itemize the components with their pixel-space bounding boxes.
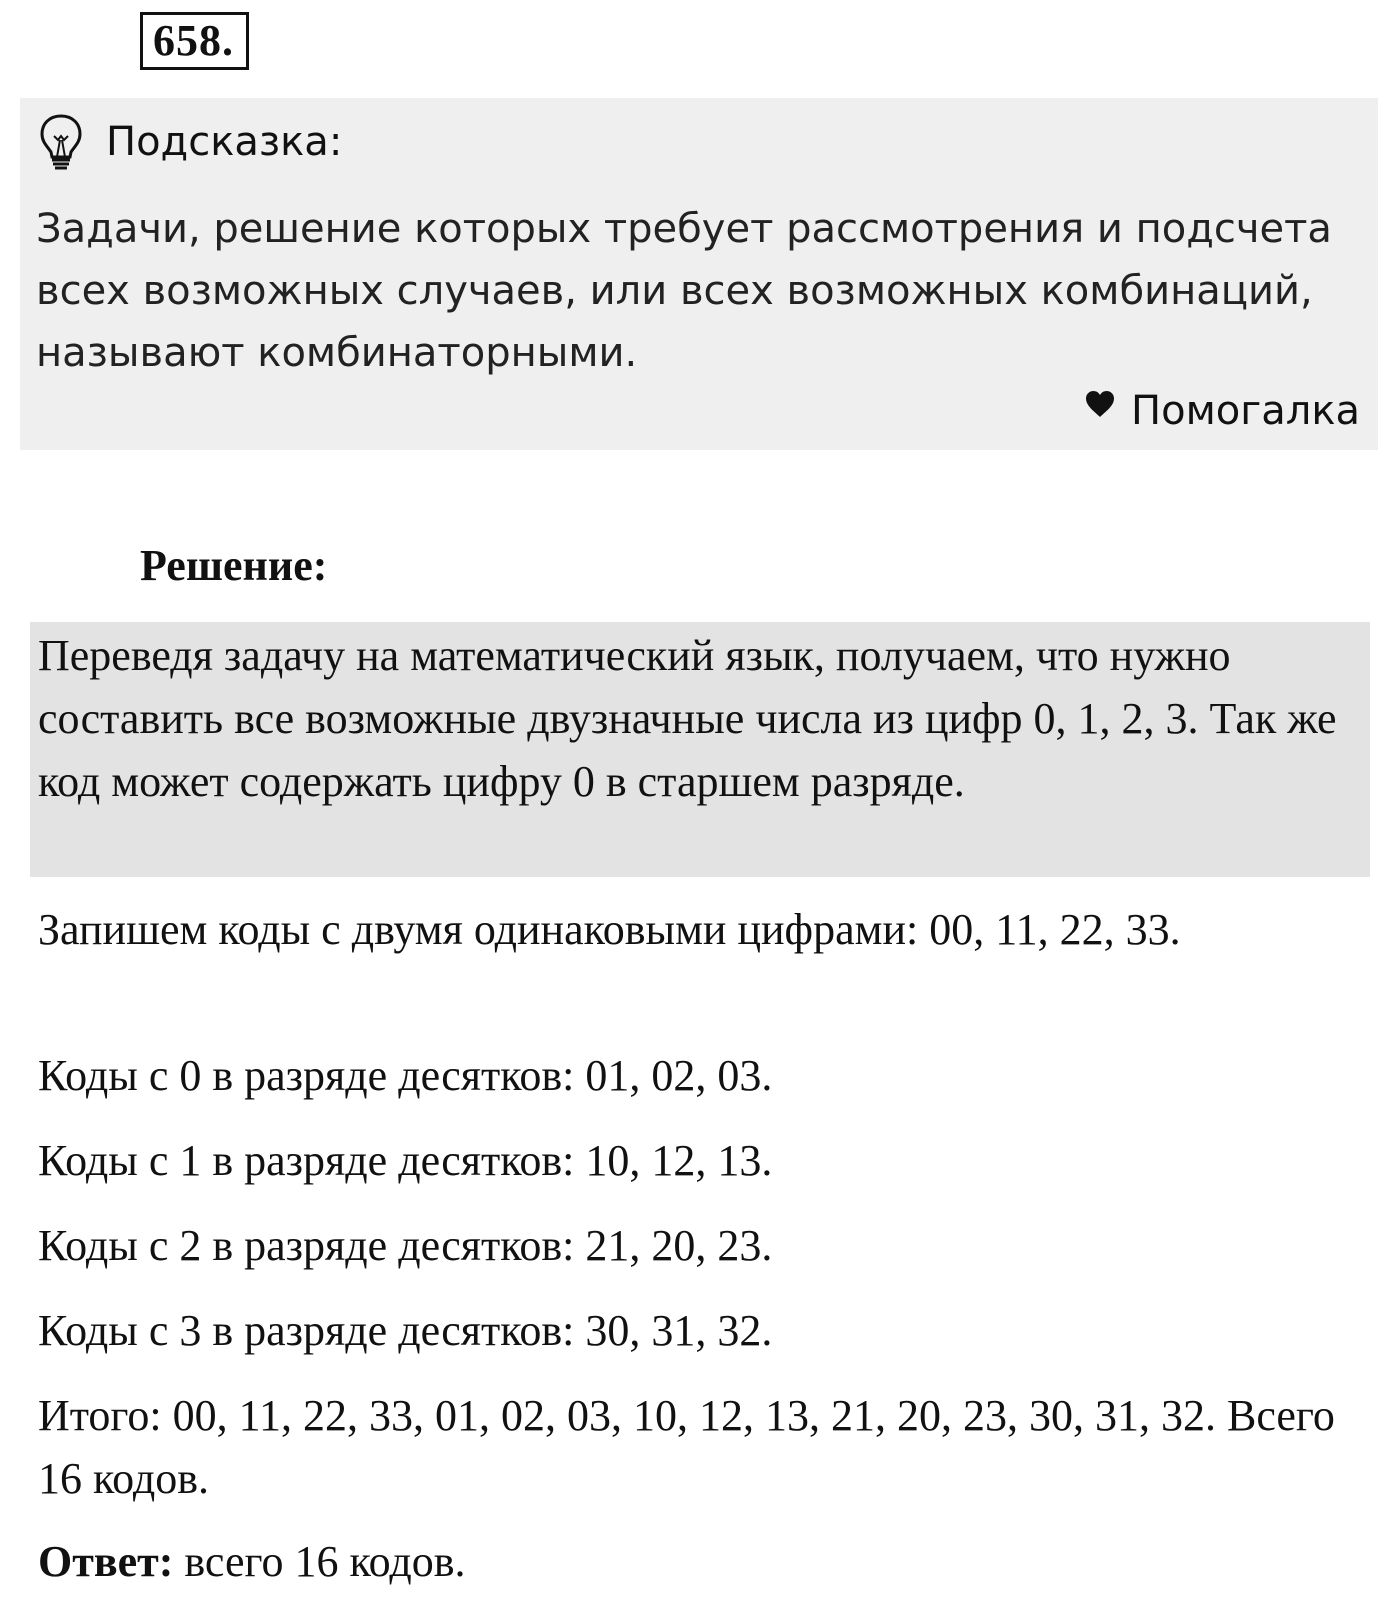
credit-label: Помогалка — [1131, 388, 1360, 434]
paragraph-tens-zero: Коды с 0 в разряде десятков: 01, 02, 03. — [38, 1051, 773, 1100]
lightbulb-icon — [38, 113, 84, 171]
hint-title: Подсказка: — [106, 119, 343, 165]
hint-credit — [1085, 388, 1360, 434]
hint-header — [38, 112, 342, 172]
paragraph-tens-three: Коды с 3 в разряде десятков: 30, 31, 32. — [38, 1306, 773, 1355]
solution-intro: Переведя задачу на математический язык, получаем, что нужно составить все возможные двузначные числа из цифр 0, 1, 2, 3. Так же код может содержать цифру 0 в старшем разряде. — [30, 622, 1370, 877]
task-number: 658. — [140, 12, 249, 70]
answer-line — [38, 1530, 1358, 1593]
solution-heading: Решение: — [140, 541, 328, 590]
heart-icon — [1085, 390, 1115, 418]
paragraph-tens-two: Коды с 2 в разряде десятков: 21, 20, 23. — [38, 1221, 773, 1270]
paragraph-total: Итого: 00, 11, 22, 33, 01, 02, 03, 10, 12, 13, 21, 20, 23, 30, 31, 32. Всего 16 кодов. — [38, 1391, 1335, 1503]
paragraph-tens-one: Коды с 1 в разряде десятков: 10, 12, 13. — [38, 1136, 773, 1185]
hint-text: Задачи, решение которых требует рассмотрения и подсчета всех возможных случаев, или всех возможных комбинаций, называют комбинаторными. — [36, 206, 1332, 376]
answer-label: Ответ: — [38, 1537, 174, 1586]
paragraph-identical-codes: Запишем коды с двумя одинаковыми цифрами: 00, 11, 22, 33. — [38, 905, 1181, 954]
answer-text: всего 16 кодов. — [173, 1537, 466, 1586]
hint-box — [20, 98, 1378, 450]
